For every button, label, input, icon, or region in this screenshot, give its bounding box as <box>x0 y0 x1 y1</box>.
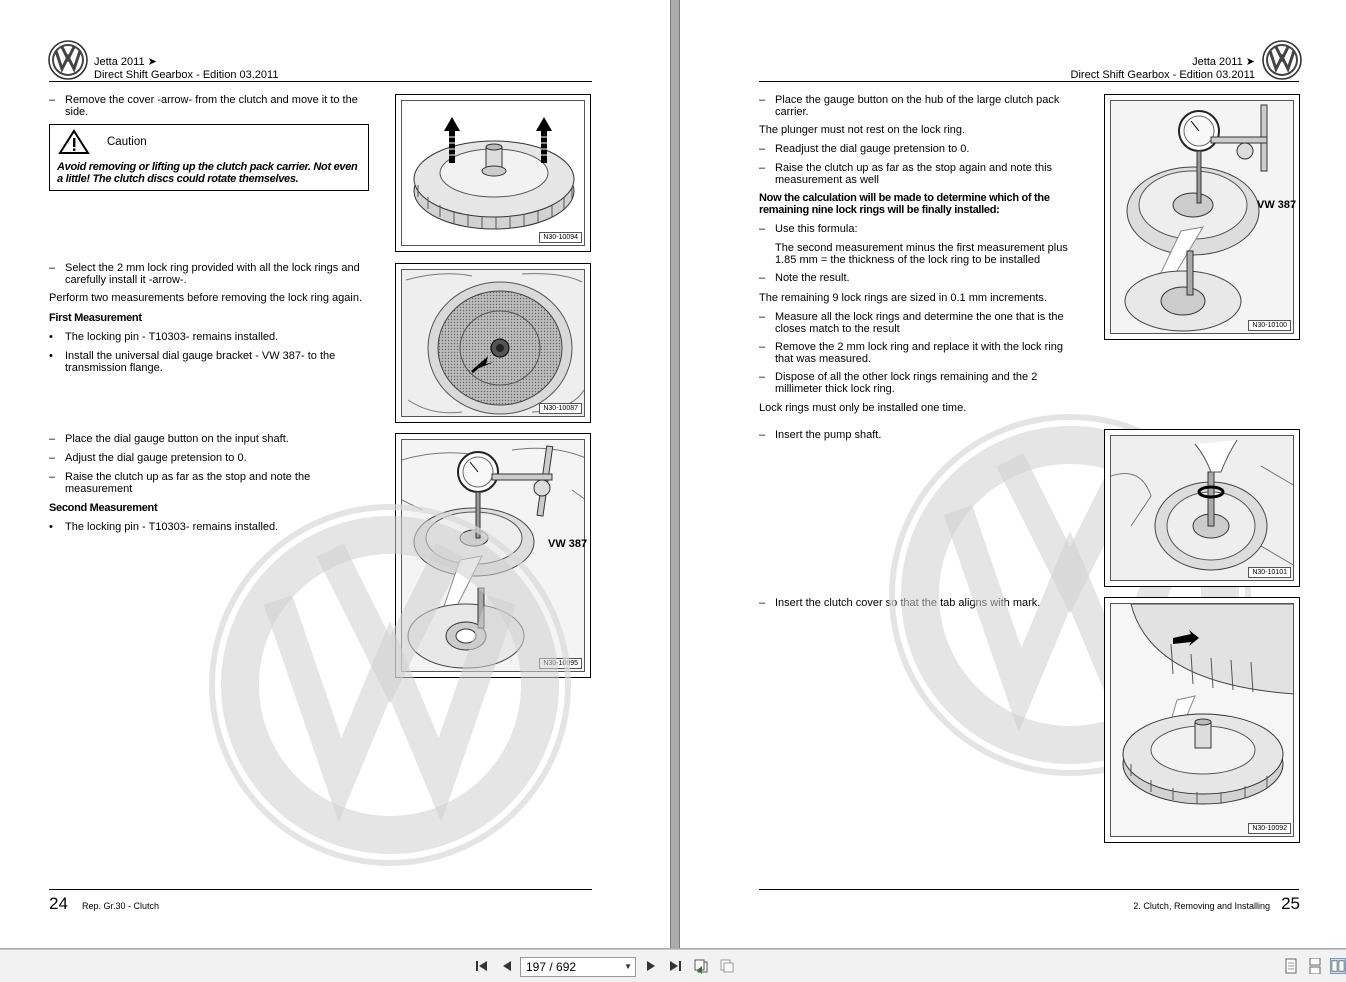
dash-marker: – <box>759 162 766 174</box>
caution-box <box>49 124 369 191</box>
dash-marker: – <box>759 597 766 609</box>
install-once-note: Lock rings must only be installed one time. <box>759 402 967 414</box>
perform-note: Perform two measurements before removing the lock ring again. <box>49 292 363 304</box>
footer-rule <box>759 889 1299 890</box>
footer-section: 2. Clutch, Removing and Installing <box>1133 901 1270 911</box>
figure-clutch-cover-tab <box>1104 597 1300 843</box>
figure-code: N30-10094 <box>539 232 582 243</box>
dash-marker: – <box>49 471 56 483</box>
dot-marker: • <box>49 350 53 362</box>
header-subtitle: Direct Shift Gearbox - Edition 03.2011 <box>1070 69 1255 81</box>
dash-marker: – <box>759 272 766 284</box>
left-page <box>0 0 671 948</box>
dash-marker: – <box>49 433 56 445</box>
plunger-note: The plunger must not rest on the lock ring. <box>759 124 966 136</box>
caution-text: Avoid removing or lifting up the clutch pack carrier. Not even a little! The clutch discs could rotate themselves. <box>57 161 358 185</box>
caution-title: Caution <box>107 136 147 148</box>
warning-triangle-icon <box>58 129 90 155</box>
first-page-icon[interactable] <box>474 958 490 974</box>
figure-code: N30-10087 <box>539 403 582 414</box>
dash-marker: – <box>759 223 766 235</box>
page-number: 24 <box>49 894 68 913</box>
dash-marker: – <box>49 94 56 106</box>
prev-page-icon[interactable] <box>499 958 515 974</box>
step-text: Use this formula: <box>775 223 858 235</box>
remaining-rings-note: The remaining 9 lock rings are sized in 0.1 mm increments. <box>759 292 1047 304</box>
figure-dial-gauge <box>395 433 591 678</box>
step-text: Note the result. <box>775 272 850 284</box>
step-text: Raise the clutch up as far as the stop and note the measurement <box>65 471 311 495</box>
step-text: Insert the clutch cover so that the tab aligns with mark. <box>775 597 1041 609</box>
bullet-text: The locking pin - T10303- remains installed. <box>65 521 279 533</box>
vw-logo-icon <box>48 40 88 80</box>
step-text: Insert the pump shaft. <box>775 429 882 441</box>
bullet-text: The locking pin - T10303- remains installed. <box>65 331 279 343</box>
pump-shaft-illustration <box>1111 436 1294 581</box>
last-page-icon[interactable] <box>667 958 683 974</box>
step-text: Raise the clutch up as far as the stop again and note this measurement as well <box>775 162 1053 186</box>
vw-logo-icon <box>1262 40 1302 80</box>
first-measurement-heading: First Measurement <box>49 312 142 324</box>
figure-clutch-cover <box>395 94 591 252</box>
header-title: Jetta 2011 ➤ <box>94 56 157 68</box>
footer-rule <box>49 889 592 890</box>
vw-387-label: VW 387 <box>1257 199 1297 211</box>
step-text: Readjust the dial gauge pretension to 0. <box>775 143 970 155</box>
step-text: Remove the cover -arrow- from the clutch and move it to the side. <box>65 94 358 118</box>
step-text: Dispose of all the other lock rings remaining and the 2 millimeter thick lock ring. <box>775 371 1038 395</box>
bullet-text: Install the universal dial gauge bracket - VW 387- to the transmission flange. <box>65 350 336 374</box>
figure-code: N30-10100 <box>1248 320 1291 331</box>
page-indicator: 197 / 692 <box>526 960 577 974</box>
step-text: Measure all the lock rings and determine the one that is the closes match to the result <box>775 311 1064 335</box>
dash-marker: – <box>759 94 766 106</box>
continuous-icon[interactable] <box>1307 958 1323 974</box>
header-rule <box>759 81 1299 82</box>
figure-pump-shaft <box>1104 429 1300 587</box>
lock-ring-illustration <box>402 270 585 417</box>
viewer-toolbar <box>0 949 1346 982</box>
step-text: Remove the 2 mm lock ring and replace it with the lock ring that was measured. <box>775 341 1063 365</box>
figure-gauge-hub <box>1104 94 1300 340</box>
gauge-hub-illustration <box>1111 101 1297 334</box>
dial-gauge-illustration <box>402 440 588 672</box>
facing-pages-icon[interactable] <box>1330 958 1346 974</box>
dash-marker: – <box>759 429 766 441</box>
dash-marker: – <box>759 341 766 353</box>
next-page-icon[interactable] <box>643 958 659 974</box>
clutch-cover-tab-illustration <box>1111 604 1294 837</box>
page-number-input[interactable] <box>520 957 636 977</box>
page-number: 25 <box>1281 894 1300 913</box>
dash-marker: – <box>759 143 766 155</box>
header-subtitle: Direct Shift Gearbox - Edition 03.2011 <box>94 69 279 81</box>
dash-marker: – <box>49 452 56 464</box>
formula-text: The second measurement minus the first measurement plus 1.85 mm = the thickness of the lock ring to be installed <box>775 242 1068 266</box>
header-title: Jetta 2011 ➤ <box>1192 56 1255 68</box>
step-text: Adjust the dial gauge pretension to 0. <box>65 452 247 464</box>
clutch-cover-illustration <box>402 101 585 246</box>
next-view-icon[interactable] <box>719 958 735 974</box>
single-page-icon[interactable] <box>1283 958 1299 974</box>
dash-marker: – <box>759 371 766 383</box>
step-text: Place the dial gauge button on the input shaft. <box>65 433 289 445</box>
previous-view-icon[interactable] <box>693 958 709 974</box>
dot-marker: • <box>49 331 53 343</box>
figure-code: N30-10101 <box>1248 567 1291 578</box>
header-rule <box>49 81 592 82</box>
dropdown-arrow-icon[interactable]: ▼ <box>624 962 632 971</box>
dash-marker: – <box>49 262 56 274</box>
figure-code: N30-10095 <box>539 658 582 669</box>
vw-387-label: VW 387 <box>548 538 588 550</box>
figure-lock-ring <box>395 263 591 423</box>
footer-section: Rep. Gr.30 - Clutch <box>82 901 160 911</box>
second-measurement-heading: Second Measurement <box>49 502 158 514</box>
dash-marker: – <box>759 311 766 323</box>
dot-marker: • <box>49 521 53 533</box>
step-text: Select the 2 mm lock ring provided with all the lock rings and carefully install it -arrow-. <box>65 262 360 286</box>
figure-code: N30-10092 <box>1248 823 1291 834</box>
step-text: Place the gauge button on the hub of the large clutch pack carrier. <box>775 94 1060 118</box>
right-page <box>679 0 1346 948</box>
calculation-heading: Now the calculation will be made to determine which of the remaining nine lock rings will be finally installed: <box>759 192 1050 216</box>
